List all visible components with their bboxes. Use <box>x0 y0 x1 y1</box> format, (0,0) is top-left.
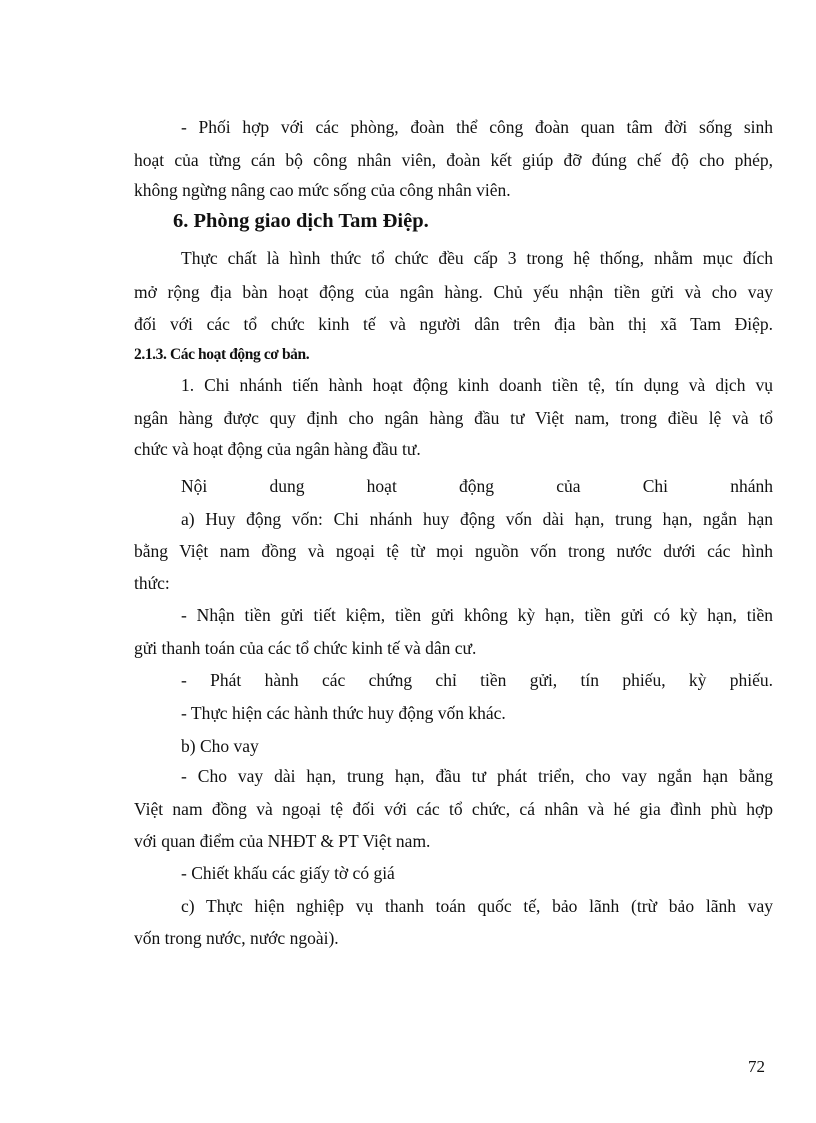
paragraph-line: - Thực hiện các hành thức huy động vốn khác. <box>181 703 506 723</box>
paragraph-line: chức và hoạt động của ngân hàng đầu tư. <box>134 439 421 459</box>
section-heading: 6. Phòng giao dịch Tam Điệp. <box>173 210 429 232</box>
paragraph-line: b) Cho vay <box>181 736 259 756</box>
paragraph-line: hoạt của từng cán bộ công nhân viên, đoàn kết giúp đỡ đúng chế độ cho phép, <box>134 150 773 170</box>
paragraph-line: 1. Chi nhánh tiến hành hoạt động kinh doanh tiền tệ, tín dụng và dịch vụ <box>181 375 773 395</box>
paragraph-line: c) Thực hiện nghiệp vụ thanh toán quốc tế, bảo lãnh (trừ bảo lãnh vay <box>181 896 773 916</box>
paragraph-line: - Phối hợp với các phòng, đoàn thể công đoàn quan tâm đời sống sinh <box>181 117 773 137</box>
paragraph-line: a) Huy động vốn: Chi nhánh huy động vốn dài hạn, trung hạn, ngắn hạn <box>181 509 773 529</box>
subsection-heading: 2.1.3. Các hoạt động cơ bản. <box>134 346 310 363</box>
paragraph-line: ngân hàng được quy định cho ngân hàng đầu tư Việt nam, trong điều lệ và tổ <box>134 408 773 428</box>
paragraph-line: gửi thanh toán của các tổ chức kinh tế và dân cư. <box>134 638 477 658</box>
paragraph-line: vốn trong nước, nước ngoài). <box>134 928 339 948</box>
page-number: 72 <box>748 1057 765 1076</box>
paragraph-line: - Phát hành các chứng chỉ tiền gửi, tín phiếu, kỳ phiếu. <box>181 670 773 690</box>
paragraph-line: mở rộng địa bàn hoạt động của ngân hàng. Chủ yếu nhận tiền gửi và cho vay <box>134 282 773 302</box>
paragraph-line: Thực chất là hình thức tổ chức đều cấp 3 trong hệ thống, nhằm mục đích <box>181 248 773 268</box>
paragraph-line: bằng Việt nam đồng và ngoại tệ từ mọi nguồn vốn trong nước dưới các hình <box>134 541 773 561</box>
paragraph-line: thức: <box>134 573 170 593</box>
paragraph-line: - Nhận tiền gửi tiết kiệm, tiền gửi không kỳ hạn, tiền gửi có kỳ hạn, tiền <box>181 605 773 625</box>
paragraph-line: Việt nam đồng và ngoại tệ đối với các tổ chức, cá nhân và hé gia đình phù hợp <box>134 799 773 819</box>
paragraph-line: - Chiết khấu các giấy tờ có giá <box>181 863 395 883</box>
paragraph-line: đối với các tổ chức kinh tế và người dân trên địa bàn thị xã Tam Điệp. <box>134 314 773 334</box>
paragraph-line: không ngừng nâng cao mức sống của công nhân viên. <box>134 180 511 200</box>
paragraph-line: - Cho vay dài hạn, trung hạn, đầu tư phát triển, cho vay ngắn hạn bằng <box>181 766 773 786</box>
paragraph-line: Nội dung hoạt động của Chi nhánh <box>181 476 773 496</box>
paragraph-line: với quan điểm của NHĐT & PT Việt nam. <box>134 831 431 851</box>
